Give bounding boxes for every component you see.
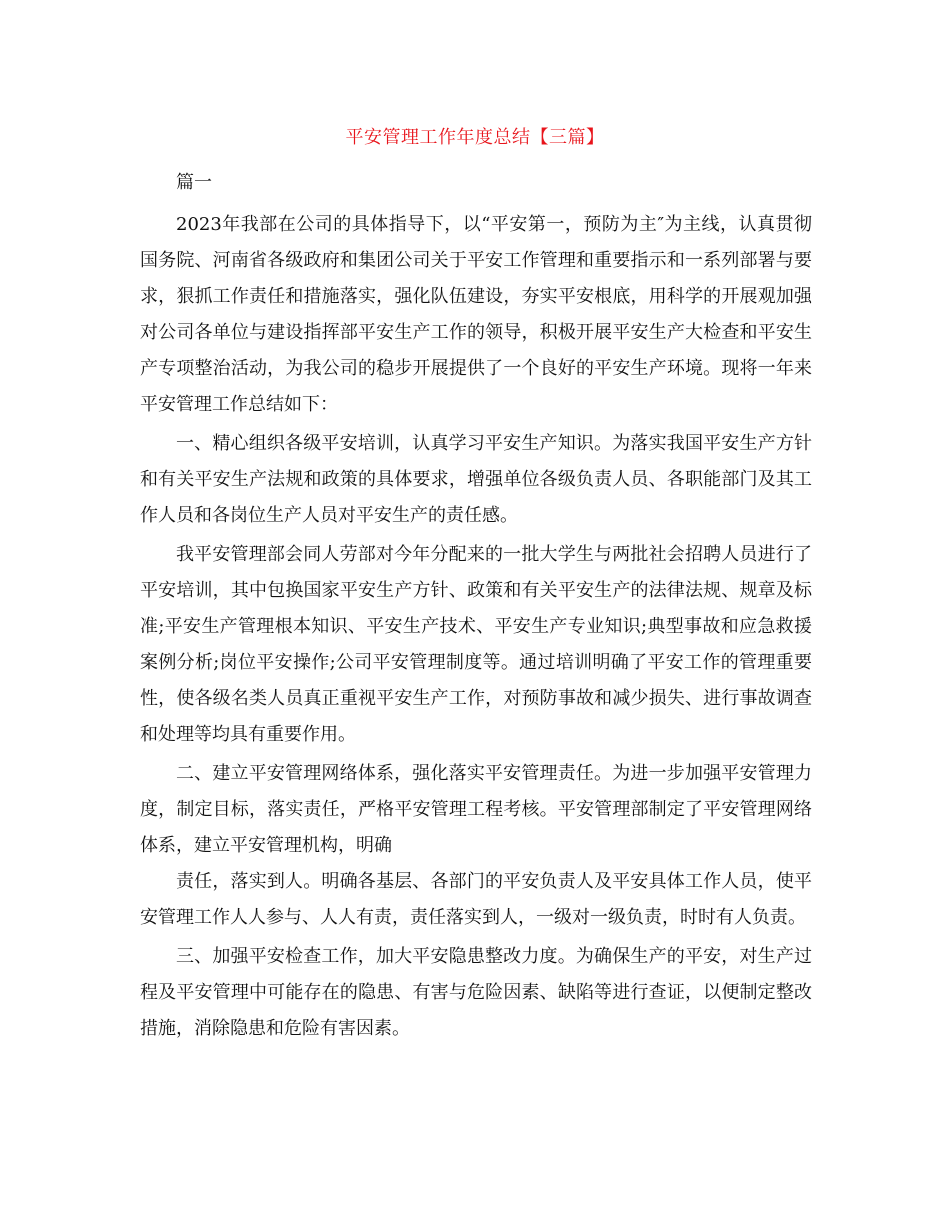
paragraph: 我平安管理部会同人劳部对今年分配来的一批大学生与两批社会招聘人员进行了平安培训，其中包换国家平安生产方针、政策和有关平安生产的法律法规、规章及标准;平安生产管理根本知识、平安生产技术、平安生产专业知识;典型事故和应急救援案例分析;岗位平安操作;公司平安管理制度等。通过培训明确了平安工作的管理重要性，使各级名类人员真正重视平安生产工作，对预防事故和减少损失、进行事故调查和处理等均具有重要作用。 [140,544,812,745]
paragraph: 三、加强平安检查工作，加大平安隐患整改力度。为确保生产的平安，对生产过程及平安管理中可能存在的隐患、有害与危险因素、缺陷等进行查证，以便制定整改措施，消除隐患和危险有害因素。 [140,946,812,1039]
section-heading: 篇一 [176,172,212,193]
document-body [140,165,812,1047]
paragraph: 责任，落实到人。明确各基层、各部门的平安负责人及平安具体工作人员，使平安管理工作人人参与、人人有责，责任落实到人，一级对一级负责，时时有人负责。 [140,871,812,928]
paragraph: 2023年我部在公司的具体指导下，以“平安第一，预防为主″为主线，认真贯彻国务院、河南省各级政府和集团公司关于平安工作管理和重要指示和一系列部署与要求，狠抓工作责任和措施落实，强化队伍建设，夯实平安根底，用科学的开展观加强对公司各单位与建设指挥部平安生产工作的领导，积极开展平安生产大检查和平安生产专项整治活动，为我公司的稳步开展提供了一个良好的平安生产环境。现将一年来平安管理工作总结如下： [140,214,812,415]
paragraph: 一、精心组织各级平安培训，认真学习平安生产知识。为落实我国平安生产方针和有关平安生产法规和政策的具体要求，增强单位各级负责人员、各职能部门及其工作人员和各岗位生产人员对平安生产的责任感。 [140,433,812,526]
document-title: 平安管理工作年度总结【三篇】 [345,127,605,148]
paragraph: 二、建立平安管理网络体系，强化落实平安管理责任。为进一步加强平安管理力度，制定目标，落实责任，严格平安管理工程考核。平安管理部制定了平安管理网络体系，建立平安管理机构，明确 [140,763,812,856]
